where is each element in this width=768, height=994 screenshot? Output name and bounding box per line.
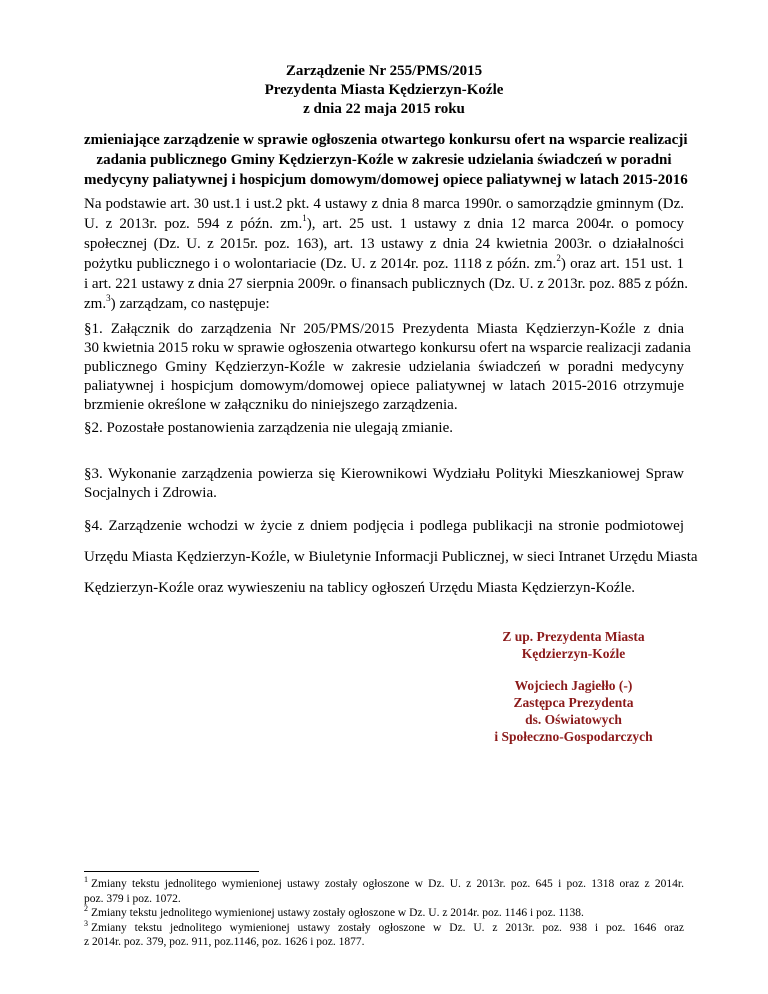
paragraph-4 bbox=[84, 511, 698, 604]
footnote-3-continued: z 2014r. poz. 379, poz. 911, poz.1146, poz. 1626 i poz. 1877. bbox=[84, 936, 365, 948]
document-date: z dnia 22 maja 2015 roku bbox=[303, 101, 465, 117]
footnote-1 bbox=[84, 877, 684, 892]
document-subject bbox=[84, 130, 688, 190]
signatory-position: ds. Oświatowych bbox=[525, 712, 622, 727]
text-line: paliatywnej i hospicjum domowym/domowej opiece paliatywnej w latach 2015-2016 otrzymuje bbox=[84, 378, 684, 394]
text-line: §4. Zarządzenie wchodzi w życie z dniem podjęcia i podlega publikacji na stronie podmiotowej bbox=[84, 518, 684, 534]
signature-block bbox=[446, 628, 701, 745]
text-line: 30 kwietnia 2015 roku w sprawie ogłoszenia otwartego konkursu ofert na wsparcie realizacji zadania bbox=[84, 340, 691, 356]
text-segment: pożytku publicznego i o wolontariacie (Dz. U. z 2014r. poz. 1118 z późn. zm. bbox=[84, 256, 557, 272]
text-segment: ), art. 25 ust. 1 ustawy z dnia 12 marca 2004r. o pomocy bbox=[306, 216, 684, 232]
text-segment: zm. bbox=[84, 296, 107, 312]
text-line: brzmienie określone w załączniku do niniejszego zarządzenia. bbox=[84, 397, 458, 413]
document-title: Zarządzenie Nr 255/PMS/2015 bbox=[285, 63, 483, 79]
text-line bbox=[84, 294, 684, 314]
text-line: Socjalnych i Zdrowia. bbox=[84, 485, 217, 501]
text-line: §1. Załącznik do zarządzenia Nr 205/PMS/2015 Prezydenta Miasta Kędzierzyn-Koźle z dnia bbox=[84, 321, 684, 337]
document-header bbox=[84, 62, 684, 119]
signatory-position: Zastępca Prezydenta bbox=[513, 695, 634, 710]
paragraph-3 bbox=[84, 465, 684, 503]
footnote-1-continued: poz. 379 i poz. 1072. bbox=[84, 892, 181, 905]
subject-line: zadania publicznego Gminy Kędzierzyn-Koźle w zakresie udzielania świadczeń w poradni bbox=[96, 152, 672, 168]
text-line: Kędzierzyn-Koźle oraz wywieszeniu na tablicy ogłoszeń Urzędu Miasta Kędzierzyn-Koźle. bbox=[84, 580, 636, 596]
footnote-text: Zmiany tekstu jednolitego wymienionej ustawy zostały ogłoszone w Dz. U. z 2013r. poz. 938 i poz. 1646 oraz bbox=[91, 921, 684, 934]
text-segment: ) oraz art. 151 ust. 1 bbox=[560, 256, 684, 272]
text-line: Urzędu Miasta Kędzierzyn-Koźle, w Biuletynie Informacji Publicznej, w sieci Intranet Urzędu Miasta bbox=[84, 549, 698, 565]
footnote-separator bbox=[84, 871, 259, 872]
footnote-text: Zmiany tekstu jednolitego wymienionej ustawy zostały ogłoszone w Dz. U. z 2013r. poz. 645 i poz. 1318 oraz z 2014r. bbox=[91, 878, 684, 890]
text-line: §2. Pozostałe postanowienia zarządzenia nie ulegają zmianie. bbox=[84, 420, 454, 436]
paragraph-2 bbox=[84, 419, 684, 438]
text-line bbox=[84, 254, 684, 274]
footnote-text: Zmiany tekstu jednolitego wymienionej ustawy zostały ogłoszone w Dz. U. z 2014r. poz. 1146 i poz. 1138. bbox=[91, 907, 584, 919]
text-line: publicznego Gminy Kędzierzyn-Koźle w zakresie udzielania świadczeń w poradni medycyny bbox=[84, 359, 684, 375]
signatory-position: i Społeczno-Gospodarczych bbox=[494, 729, 653, 744]
signature-line: Kędzierzyn-Koźle bbox=[521, 646, 626, 661]
footnotes bbox=[84, 877, 684, 950]
footnote-number: 2 bbox=[84, 904, 88, 914]
text-line: społecznej (Dz. U. z 2015r. poz. 163), art. 13 ustawy z dnia 24 kwietnia 2003r. o działalności bbox=[84, 236, 684, 252]
text-segment: ) zarządzam, co następuje: bbox=[110, 296, 270, 312]
legal-basis-paragraph bbox=[84, 194, 689, 314]
footnote-2 bbox=[84, 906, 684, 921]
signatory-name: Wojciech Jagiełło (-) bbox=[514, 678, 633, 693]
subject-line: medycyny paliatywnej i hospicjum domowym/domowej opiece paliatywnej w latach 2015-2016 bbox=[84, 172, 688, 188]
text-line: Na podstawie art. 30 ust.1 i ust.2 pkt. 4 ustawy z dnia 8 marca 1990r. o samorządzie gminnym (Dz. bbox=[84, 196, 684, 212]
subject-line: zmieniające zarządzenie w sprawie ogłoszenia otwartego konkursu ofert na wsparcie realizacji bbox=[84, 132, 688, 148]
footnote-ref-2: 2 bbox=[556, 253, 561, 263]
footnote-number: 3 bbox=[84, 918, 88, 928]
footnote-number: 1 bbox=[84, 875, 88, 885]
signature-line: Z up. Prezydenta Miasta bbox=[502, 629, 645, 644]
footnote-ref-3: 3 bbox=[106, 293, 111, 303]
text-line: i art. 221 ustawy z dnia 27 sierpnia 2009r. o finansach publicznych (Dz. U. z 2013r. poz. 885 z późn. bbox=[84, 276, 689, 292]
text-segment: U. z 2013r. poz. 594 z późn. zm. bbox=[84, 216, 303, 232]
text-line: §3. Wykonanie zarządzenia powierza się Kierownikowi Wydziału Polityki Mieszkaniowej Spraw bbox=[84, 466, 684, 482]
footnote-3 bbox=[84, 918, 684, 936]
footnote-ref-1: 1 bbox=[302, 213, 307, 223]
document-issuer: Prezydenta Miasta Kędzierzyn-Koźle bbox=[264, 82, 504, 98]
paragraph-1 bbox=[84, 320, 691, 415]
text-line bbox=[84, 214, 684, 234]
